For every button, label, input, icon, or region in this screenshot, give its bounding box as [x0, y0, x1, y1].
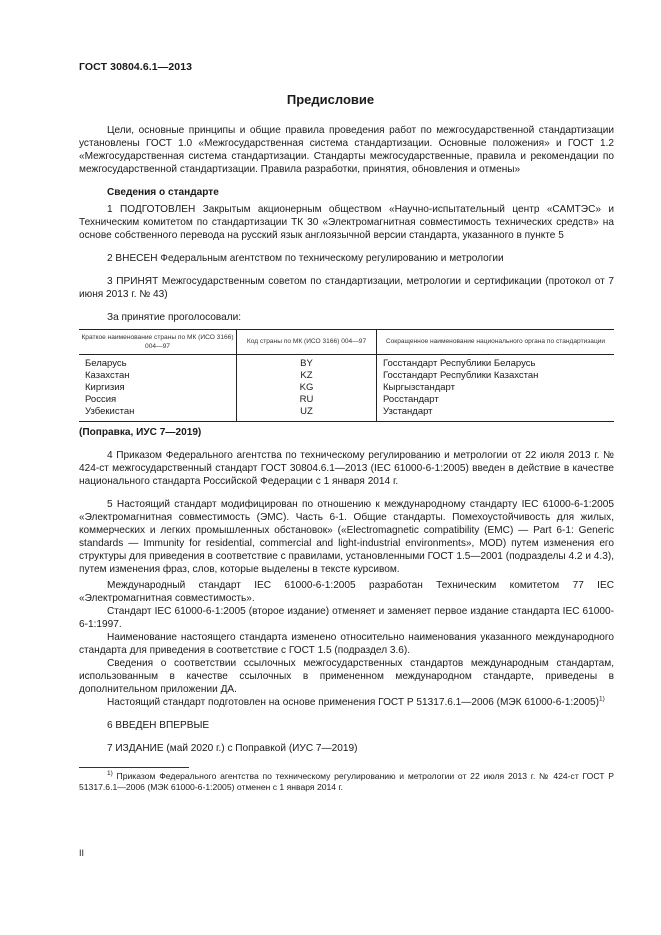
voting-table — [79, 329, 614, 422]
item-1: 1 ПОДГОТОВЛЕН Закрытым акционерным обществом «Научно-испытательный центр «САМТЭС» и Техническим комитетом по стандартизации ТК 30 «Электромагнитная совместимость технических средств» на основе собственного перевода на русский язык англоязычной версии стандарта, указанного в пункте 5 — [79, 204, 614, 241]
header-body: Сокращенное наименование национального органа по стандартизации — [377, 330, 615, 355]
table-row — [79, 406, 614, 422]
country-cell: Россия — [85, 394, 117, 405]
table-header-row — [79, 330, 614, 355]
code-cell: KG — [237, 382, 377, 394]
footnote-ref: 1) — [599, 695, 605, 703]
footnote — [79, 771, 614, 793]
item-5-based-on — [79, 696, 614, 709]
page-title: Предисловие — [286, 92, 375, 107]
standard-code: ГОСТ 30804.6.1—2013 — [79, 61, 193, 73]
amendment-note: (Поправка, ИУС 7—2019) — [79, 427, 202, 438]
preface-content — [79, 124, 614, 793]
table-row — [79, 355, 614, 371]
table-row — [79, 394, 614, 406]
about-heading: Сведения о стандарте — [107, 187, 219, 198]
table-row — [79, 382, 614, 394]
table-row — [79, 370, 614, 382]
footnote-text: Приказом Федерального агентства по техническому регулированию и метрологии от 22 июля 2013 г. № 424-ст ГОСТ Р 51317.6.1—2006 (МЭК 61000-6-1:2005) отменен с 1 января 2014 г. — [79, 771, 615, 792]
page-number: II — [79, 848, 85, 858]
code-cell: BY — [237, 355, 377, 371]
country-cell: Беларусь — [85, 358, 127, 369]
country-cell: Узбекистан — [79, 406, 237, 422]
code-cell: KZ — [237, 370, 377, 382]
code-cell: RU — [237, 394, 377, 406]
header-code: Код страны по МК (ИСО 3166) 004—97 — [237, 330, 377, 355]
item-5-replacement: Стандарт IEC 61000-6-1:2005 (второе издание) отменяет и заменяет первое издание стандарта IEC 61000-6-1:1997. — [79, 606, 614, 630]
body-cell: Госстандарт Республики Казахстан — [377, 370, 615, 382]
item-7: 7 ИЗДАНИЕ (май 2020 г.) с Поправкой (ИУС 7—2019) — [107, 743, 358, 754]
intro-paragraph: Цели, основные принципы и общие правила проведения работ по межгосударственной стандартизации установлены ГОСТ 1.0 «Межгосударственная система стандартизации. Основные положения» и ГОСТ 1.2 «Межгосударственная система стандартизации. Стандарты межгосударственные, правила и рекомендации по межгосударственной стандартизации. Правила разработки, принятия, обновления и отмены» — [79, 125, 614, 175]
country-cell: Киргизия — [85, 382, 125, 393]
item-2: 2 ВНЕСЕН Федеральным агентством по техническому регулированию и метрологии — [107, 253, 504, 264]
item-5-references: Сведения о соответствии ссылочных межгосударственных стандартов международным стандартам, использованным в качестве ссылочных в примененном международном стандарте, приведены в дополнительном приложении ДА. — [79, 658, 614, 695]
item-5-name-change: Наименование настоящего стандарта изменено относительно наименования указанного международного стандарта для приведения в соответствие с ГОСТ 1.5 (подраздел 3.6). — [79, 632, 614, 656]
item-5-international: Международный стандарт IEC 61000-6-1:2005 разработан Техническим комитетом 77 IEC «Электромагнитная совместимость». — [79, 580, 614, 604]
body-cell: Росстандарт — [377, 394, 615, 406]
footnote-divider — [79, 767, 189, 768]
body-cell: Госстандарт Республики Беларусь — [377, 355, 615, 371]
header-country: Краткое наименование страны по МК (ИСО 3166) 004—97 — [79, 330, 237, 355]
item-5: 5 Настоящий стандарт модифицирован по отношению к международному стандарту IEC 61000-6-1:2005 «Электромагнитная совместимость (ЭМС). Часть 6-1. Общие стандарты. Помехоустойчивость для жилых, коммерческих и легких промышленных обстановок» («Electromagnetic compatibility (EMC) — Part 6-1: Generic standards — Immunity for residential, commercial and light-industrial environments», MOD) путем изменения его структуры для приведения в соответствие с правилами, установленными ГОСТ 1.5—2001 (подразделы 4.2 и 4.3), путем изменения фраз, слов, которые выделены в тексте курсивом. — [79, 499, 614, 575]
item-3: 3 ПРИНЯТ Межгосударственным советом по стандартизации, метрологии и сертификации (протокол от 7 июня 2013 г. № 43) — [79, 276, 614, 300]
item-4: 4 Приказом Федерального агентства по техническому регулированию и метрологии от 22 июля 2013 г. № 424-ст межгосударственный стандарт ГОСТ 30804.6.1—2013 (IEC 61000-6-1:2005) введен в действие в качестве национального стандарта Российской Федерации с 1 января 2014 г. — [79, 450, 614, 487]
code-cell: UZ — [237, 406, 377, 422]
country-cell: Казахстан — [85, 370, 130, 381]
body-cell: Узстандарт — [377, 406, 615, 422]
item-6: 6 ВВЕДЕН ВПЕРВЫЕ — [107, 720, 210, 731]
voted-label: За принятие проголосовали: — [107, 312, 242, 323]
item-5-based-text: Настоящий стандарт подготовлен на основе применения ГОСТ Р 51317.6.1—2006 (МЭК 61000-6-1:2005) — [107, 697, 599, 708]
body-cell: Кыргызстандарт — [377, 382, 615, 394]
footnote-mark: 1) — [107, 770, 113, 778]
